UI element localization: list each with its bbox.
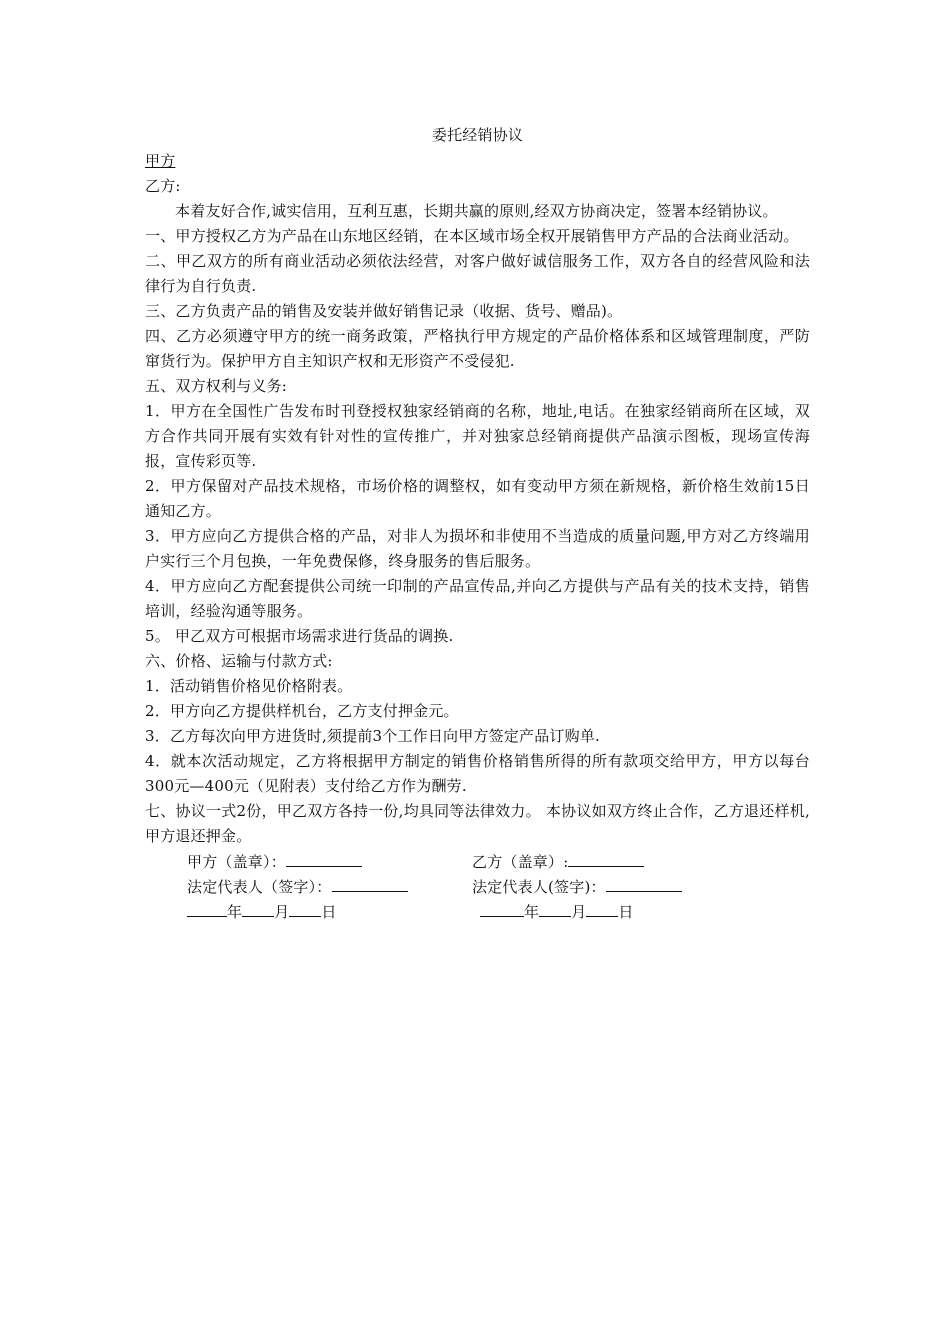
- seal-row: [145, 849, 810, 874]
- party-b-rep-label: 法定代表人(签字)：: [472, 878, 606, 896]
- party-b-seal-blank: [568, 849, 644, 867]
- party-b-day-label: 日: [618, 903, 634, 921]
- representative-row: [145, 874, 810, 899]
- clause-3: 三、乙方负责产品的销售及安装并做好销售记录（收据、货号、赠品)。: [145, 302, 623, 320]
- party-a-seal-label: 甲方（盖章）：: [187, 853, 286, 871]
- party-a-seal-blank: [286, 849, 362, 867]
- clause-2: 二、甲乙双方的所有商业活动必须依法经营，对客户做好诚信服务工作，双方各自的经营风险和法律行为自行负责.: [145, 252, 810, 295]
- party-b-year-label: 年: [524, 903, 540, 921]
- document-body: [145, 123, 810, 924]
- party-b-label: 乙方:: [145, 177, 181, 195]
- party-a-label: 甲方: [145, 152, 176, 170]
- party-b-day-blank: [586, 899, 618, 917]
- document-title: 委托经销协议: [431, 126, 524, 144]
- rights-item-4: 4．甲方应向乙方配套提供公司统一印制的产品宣传品,并向乙方提供与产品有关的技术支持，销售培训，经验沟通等服务。: [145, 577, 810, 620]
- party-b-month-blank: [539, 899, 571, 917]
- party-b-date: [472, 899, 634, 924]
- party-a-rep-label: 法定代表人（签字）：: [187, 878, 332, 896]
- signature-block: [145, 849, 810, 924]
- party-a-day-blank: [289, 899, 321, 917]
- clause-4: 四、乙方必须遵守甲方的统一商务政策，严格执行甲方规定的产品价格体系和区域管理制度，严防窜货行为。保护甲方自主知识产权和无形资产不受侵犯.: [145, 327, 810, 370]
- party-b-seal: [472, 849, 644, 874]
- party-a-rep: [145, 874, 472, 899]
- party-a-month-label: 月: [274, 903, 290, 921]
- clause-7: 七、协议一式2份，甲乙双方各持一份,均具同等法律效力。 本协议如双方终止合作，乙方退还样机,甲方退还押金。: [145, 802, 810, 845]
- payment-item-4: 4．就本次活动规定，乙方将根据甲方制定的销售价格销售所得的所有款项交给甲方，甲方以每台300元—400元（见附表）支付给乙方作为酬劳.: [145, 752, 810, 795]
- rights-item-3: 3．甲方应向乙方提供合格的产品，对非人为损坏和非使用不当造成的质量问题,甲方对乙方终端用户实行三个月包换，一年免费保修，终身服务的售后服务。: [145, 527, 810, 570]
- party-b-rep-blank: [606, 874, 682, 892]
- party-a-year-label: 年: [227, 903, 243, 921]
- intro-paragraph: 本着友好合作,诚实信用，互利互惠，长期共赢的原则,经双方协商决定，签署本经销协议。: [175, 202, 778, 220]
- rights-item-2: 2．甲方保留对产品技术规格，市场价格的调整权，如有变动甲方须在新规格，新价格生效前15日通知乙方。: [145, 477, 810, 520]
- party-a-date: [145, 899, 472, 924]
- rights-item-5: 5。 甲乙双方可根据市场需求进行货品的调换.: [145, 627, 454, 645]
- section-rights-heading: 五、双方权利与义务:: [145, 377, 288, 395]
- date-row: [145, 899, 810, 924]
- party-b-seal-label: 乙方（盖章）:: [472, 853, 569, 871]
- party-b-month-label: 月: [571, 903, 587, 921]
- section-payment-heading: 六、价格、运输与付款方式:: [145, 652, 333, 670]
- party-b-year-blank: [480, 899, 524, 917]
- party-a-month-blank: [242, 899, 274, 917]
- payment-item-3: 3．乙方每次向甲方进货时,须提前3个工作日向甲方签定产品订购单.: [145, 727, 601, 745]
- rights-item-1: 1．甲方在全国性广告发布时刊登授权独家经销商的名称，地址,电话。在独家经销商所在区域，双方合作共同开展有实效有针对性的宣传推广，并对独家总经销商提供产品演示图板，现场宣传海报，宣传彩页等.: [145, 402, 810, 470]
- clause-1: 一、甲方授权乙方为产品在山东地区经销，在本区域市场全权开展销售甲方产品的合法商业活动。: [145, 227, 799, 245]
- party-a-day-label: 日: [321, 903, 337, 921]
- party-a-year-blank: [187, 899, 227, 917]
- party-a-seal: [145, 849, 472, 874]
- payment-item-1: 1．活动销售价格见价格附表。: [145, 677, 353, 695]
- payment-item-2: 2．甲方向乙方提供样机台，乙方支付押金元。: [145, 702, 459, 720]
- party-b-rep: [472, 874, 682, 899]
- party-a-rep-blank: [332, 874, 408, 892]
